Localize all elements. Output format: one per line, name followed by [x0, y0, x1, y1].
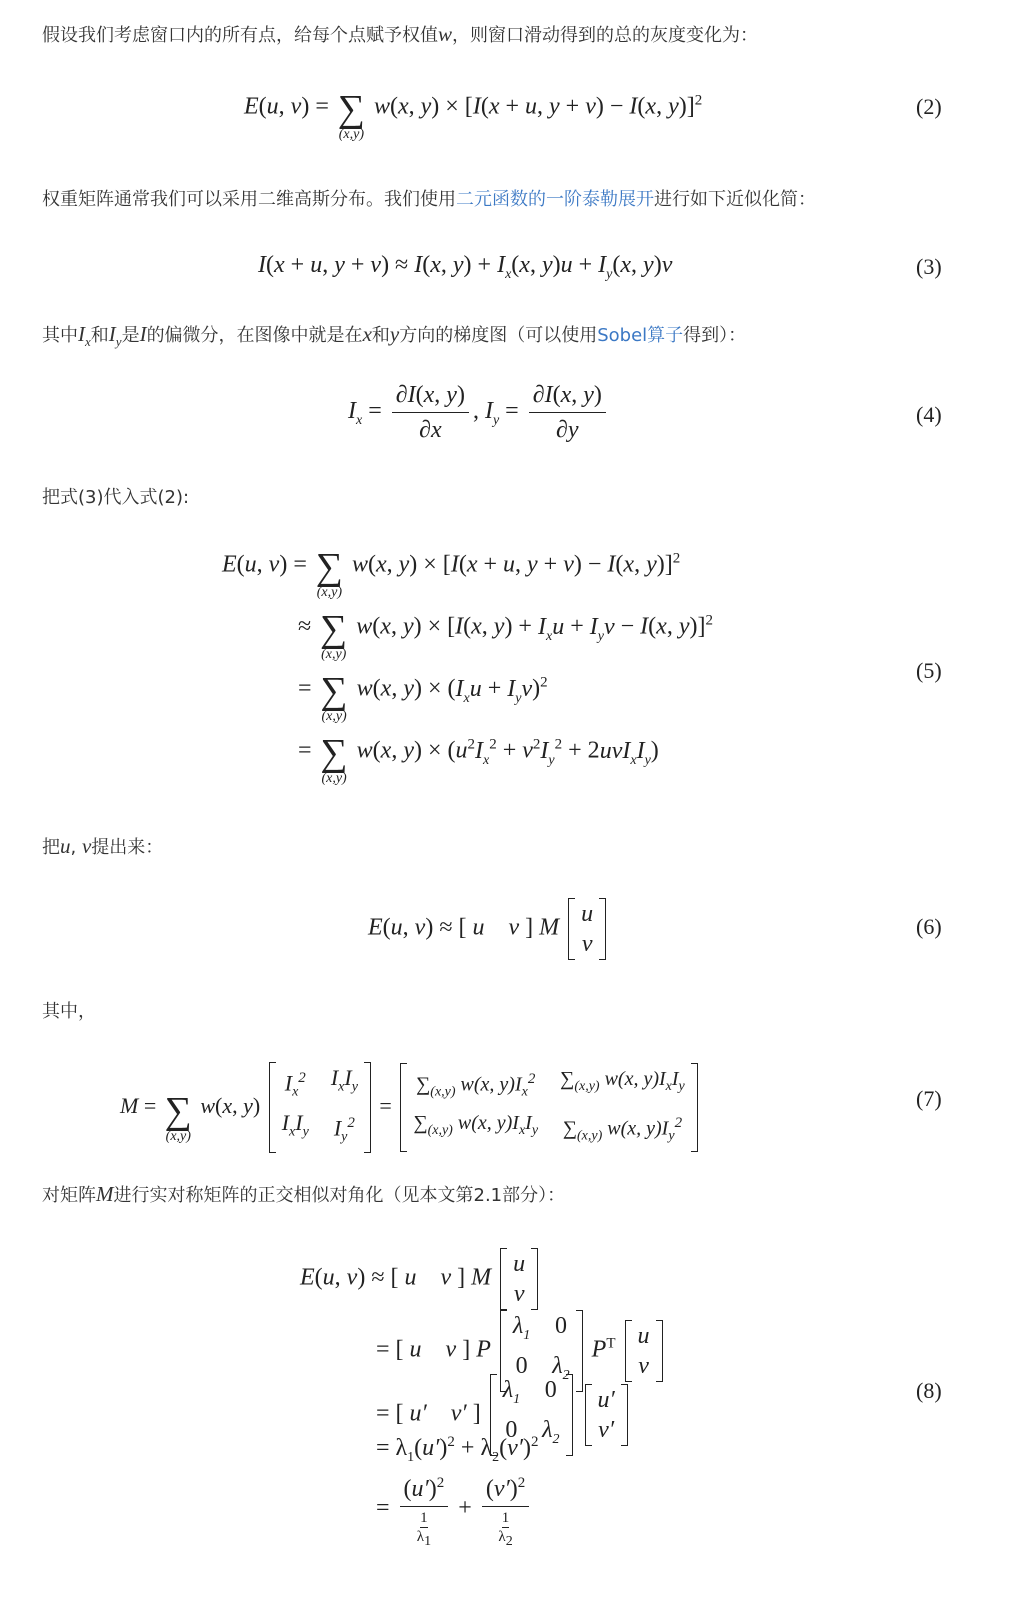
- text-gradient-e: 和: [371, 325, 390, 346]
- text-extract-b: 提出来：: [91, 837, 164, 858]
- paragraph-substitute: 把式(3)代入式(2):: [42, 487, 190, 508]
- paragraph-diagonalize: 对矩阵M进行实对称矩阵的正交相似对角化（见本文第2.1部分）：: [42, 1182, 566, 1206]
- equation-6: E(u, v) ≈ [ u v ] M u v: [368, 898, 609, 960]
- paragraph-extract: 把u, v提出来：: [42, 834, 164, 858]
- taylor-expansion-link[interactable]: 二元函数的一阶泰勒展开: [456, 189, 654, 210]
- text-gradient-f: 方向的梯度图（可以使用: [399, 325, 598, 346]
- equation-4: $I_x$ = $\frac{\partial I(x, y)}{\partial x}$ , $I_y$ = $\frac{\partial I(x, y)}{\partial y}$: [348, 380, 610, 445]
- var-w: w: [438, 22, 453, 46]
- text-diagonalize-a: 对矩阵: [42, 1185, 96, 1206]
- text-intro-end: ，则窗口滑动得到的总的灰度变化为：: [452, 25, 759, 46]
- equation-number-3: (3): [916, 254, 942, 279]
- equation-7: M = ∑ (x,y) w(x, y) $I_x^2$ $I_xI_y$ $I_xI_y$ $I_y^2$ = $\sum_{(x,y)}$ w(x, $y)I_x^2$ $\sum_{(x,y)}$ w(x, $y)I_xI_y$ $\sum_{(x,y)}$ w(x, $y)I_xI_y$ $\sum_{(x,y)}$ w(x, $y)I_y^2$: [120, 1062, 701, 1153]
- equation-number-4: (4): [916, 402, 942, 427]
- text-diagonalize-b: 进行实对称矩阵的正交相似对角化（见本文第2.1部分）：: [113, 1185, 566, 1206]
- paragraph-intro: [42, 22, 758, 48]
- paragraph-gradient: 其中$I_x$和$I_y$是I的偏微分，在图像中就是在x和y方向的梯度图（可以使用Sobel算子得到）：: [42, 322, 747, 350]
- equation-number-5: (5): [916, 658, 942, 683]
- equation-2: E(u, v) = ∑ (x,y) w(x, y) × [I(x + u, y + v) − I(x, y)]$^2$: [244, 88, 703, 142]
- paragraph-taylor: [42, 188, 816, 212]
- equation-8: E(u, v) ≈ [ u v ] M u v = [ u v ] P $\lambda_1$ 0 0 $\lambda_2$ $P^T$ u v = [ u′ v′ ] $\lambda_1$ 0 0 $\lambda_2$ u′ v′ = $\lambda_1(u')^2 + \lambda_2(v')^2$ = $\frac{(u')^2}{\frac{1}{\lambda_1}}$ + $\frac{(v')^2}{\frac{1}{\lambda_2}}$: [0, 0, 1023, 1]
- equation-number-8: (8): [916, 1378, 942, 1403]
- paragraph-where: 其中，: [42, 1001, 96, 1022]
- text-extract-a: 把: [42, 837, 60, 858]
- equation-number-6: (6): [916, 914, 942, 939]
- equation-5: E(u, v) = ∑ (x,y) w(x, y) × [I(x + u, y + v) − I(x, y)]$^2$ ≈ ∑ (x,y) w(x, y) × [I(x, $y) + I_xu + I_yv - I(x$, y)]$^2$ = ∑ (x,y) w(x, $y) \times (I_xu + I_yv)^2$ = ∑ (x,y) w(x, $y) \times (u^2I_x^2 + v^2I_y^2 + 2uvI_xI_y)$: [222, 546, 713, 786]
- equation-number-2: (2): [916, 94, 942, 119]
- text-intro: 假设我们考虑窗口内的所有点，给每个点赋予权值: [42, 25, 438, 46]
- equation-number-7: (7): [916, 1086, 942, 1111]
- text-gradient-c: 是: [121, 325, 140, 346]
- equation-3: I(x + u, y + v) ≈ I(x, $y) + I_x(x$, $y)u + I_y(x$, y)v: [258, 252, 673, 282]
- text-gradient-b: 和: [90, 325, 109, 346]
- text-gradient-d: 的偏微分，在图像中就是在: [146, 325, 363, 346]
- text-taylor-b: 进行如下近似化简：: [654, 189, 816, 210]
- text-gradient-g: 得到）：: [683, 325, 747, 346]
- text-taylor-a: 权重矩阵通常我们可以采用二维高斯分布。我们使用: [42, 189, 456, 210]
- sobel-operator-link[interactable]: Sobel算子: [597, 325, 684, 346]
- text-gradient-a: 其中: [42, 325, 78, 346]
